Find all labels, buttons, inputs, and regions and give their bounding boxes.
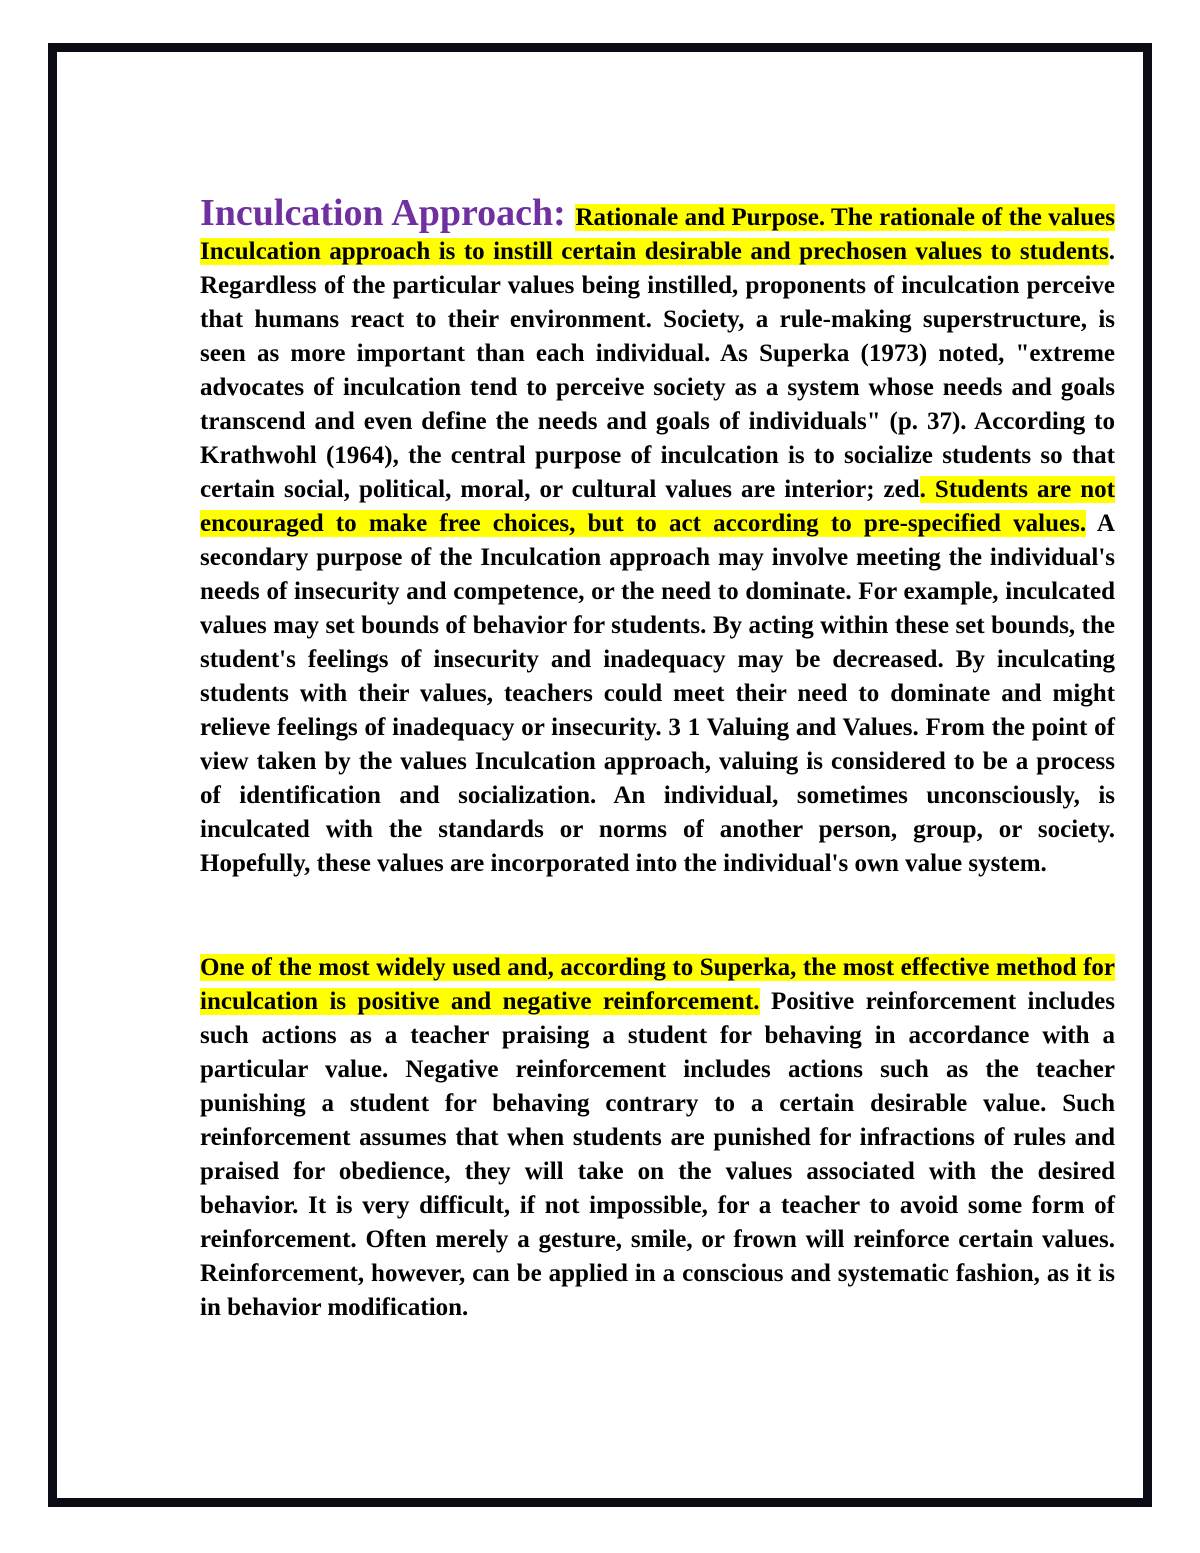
highlighted-text: . Students are not encouraged to make free choices, but to act according to pre-specified values. [200,476,1116,537]
paragraph-2 [200,951,1115,1325]
body-text: . Regardless of the particular values being instilled, proponents of inculcation perceive that humans react to their environment. Society, a rule-making superstructure, is seen as more important than each individual. As Superka (1973) noted, "extreme advocates of inculcation tend to perceive society as a system whose needs and goals transcend and even define the needs and goals of individuals" (p. 37). According to Krathwohl (1964), the central purpose of inculcation is to socialize students so that certain social, political, moral, or cultural values are interior; zed [200,238,1115,503]
page-border-frame [48,43,1152,1507]
highlighted-text: One of the most widely used and, according to Superka, the most effective method for inculcation is positive and negative reinforcement. [200,954,1115,1015]
body-text: Positive reinforcement includes such actions as a teacher praising a student for behaving in accordance with a particular value. Negative reinforcement includes actions such as the teacher punishing a student for behaving contrary to a certain desirable value. Such reinforcement assumes that when students are punished for infractions of rules and praised for obedience, they will take on the values associated with the desired behavior. It is very difficult, if not impossible, for a teacher to avoid some form of reinforcement. Often merely a gesture, smile, or frown will reinforce certain values. Reinforcement, however, can be applied in a conscious and systematic fashion, as it is in behavior modification. [200,988,1115,1321]
paragraph-1 [200,192,1116,881]
document-body [200,192,1116,1325]
highlighted-text: Rationale and Purpose. The rationale of the values Inculcation approach is to instill certain desirable and prechosen values to students [200,204,1115,265]
body-text: A secondary purpose of the Inculcation approach may involve meeting the individual's needs of insecurity and competence, or the need to dominate. For example, inculcated values may set bounds of behavior for students. By acting within these set bounds, the student's feelings of insecurity and inadequacy may be decreased. By inculcating students with their values, teachers could meet their need to dominate and might relieve feelings of inadequacy or insecurity. 3 1 Valuing and Values. From the point of view taken by the values Inculcation approach, valuing is considered to be a process of identification and socialization. An individual, sometimes unconsciously, is inculcated with the standards or norms of another person, group, or society. Hopefully, these values are incorporated into the individual's own value system. [200,510,1115,877]
document-title: Inculcation Approach: [200,192,576,234]
